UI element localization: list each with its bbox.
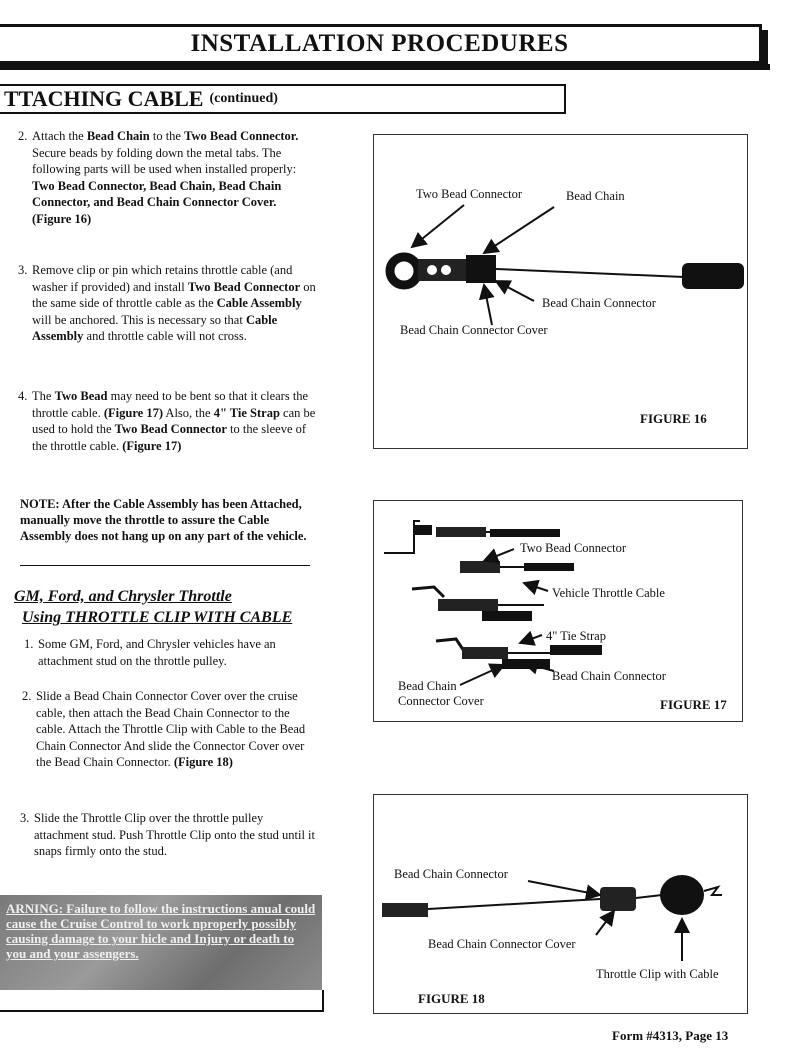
figure-17 <box>373 500 743 722</box>
fig16-label-bcc-cover: Bead Chain Connector Cover <box>400 323 548 337</box>
page-header <box>0 24 762 64</box>
text-run: Attach the <box>32 129 87 143</box>
step-text <box>36 688 322 771</box>
fig16-label-bead-chain: Bead Chain <box>566 189 625 203</box>
section-suffix: (continued) <box>209 91 278 106</box>
bead-chain-connector <box>466 255 496 283</box>
gm-heading-line2: Using THROTTLE CLIP WITH CABLE <box>22 609 293 626</box>
fig17-label-bcc: Bead Chain Connector <box>552 669 666 683</box>
gm-heading-line1: GM, Ford, and Chrysler Throttle <box>14 588 232 605</box>
text-run: Secure beads by folding down the metal tabs. The following parts will be used when installed properly: <box>32 145 297 176</box>
figure-16 <box>373 134 748 449</box>
note-text: NOTE: After the Cable Assembly has been Attached, manually move the throttle to assure the Cable Assembly does not hang up on any part of the vehicle. <box>20 497 307 543</box>
fig18-title: FIGURE 18 <box>418 991 485 1006</box>
fig17-title: FIGURE 17 <box>660 697 727 712</box>
figure-16-illustration <box>374 135 746 447</box>
fig18-label-bcc: Bead Chain Connector <box>394 867 508 881</box>
bold-run: Two Bead Connector <box>187 279 301 294</box>
bold-run: Cable Assembly <box>32 312 278 343</box>
text-run: and throttle cable will not cross. <box>83 329 247 343</box>
gm-step-3 <box>20 810 320 860</box>
text-run: to the <box>149 129 185 143</box>
text-run: may need to be bent so that it clears the throttle cable. <box>32 389 309 420</box>
text-run: Slide the Throttle Clip over the throttle pulley attachment stud. Push Throttle Clip onto the stud until it snaps firmly onto the stud. <box>34 811 316 858</box>
text-run: can be used to hold the <box>32 405 316 436</box>
gm-step-2 <box>22 688 322 771</box>
page-title: INSTALLATION PROCEDURES <box>190 30 569 57</box>
bold-run: Two Bead Connector. <box>184 129 299 143</box>
step-number: 4. <box>18 389 28 403</box>
step-number: 1. <box>24 637 34 651</box>
warning-box: ARNING: Failure to follow the instructions anual could cause the Cruise Control to work nproperly possibly causing damage to your hicle and Injury or death to you and your assengers. <box>0 895 322 990</box>
step-3 <box>18 262 318 345</box>
warning-frame <box>0 990 324 1012</box>
fig17-label-bcc-cover-2: Connector Cover <box>398 694 484 708</box>
text-run: Also, the <box>163 405 214 420</box>
step-text <box>38 636 324 669</box>
cable-sleeve <box>682 263 744 289</box>
figure-18 <box>373 794 748 1014</box>
bold-run: (Figure 17) <box>103 405 163 420</box>
step-text <box>32 128 318 227</box>
step-4 <box>18 388 318 454</box>
bold-run: Two Bead Connector, Bead Chain, Bead Chain Connector, and Bead Chain Connector Cover. <box>32 178 282 209</box>
fig17-label-tie-strap: 4" Tie Strap <box>546 629 606 643</box>
step-number: 2. <box>22 689 32 703</box>
bold-run: Two Bead <box>54 389 108 403</box>
ring-terminal <box>390 257 418 285</box>
gm-heading <box>6 586 326 628</box>
fig16-title: FIGURE 16 <box>640 411 707 426</box>
throttle-clip <box>660 875 704 915</box>
bold-run: 4" Tie Strap <box>213 405 280 420</box>
text-run: Remove clip or pin which retains throttle cable (and washer if provided) and install <box>32 263 293 294</box>
cable-sleeve <box>382 903 428 917</box>
page-footer: Form #4313, Page 13 <box>612 1028 729 1043</box>
fig16-label-bcc: Bead Chain Connector <box>542 296 656 310</box>
step-number: 2. <box>18 129 28 143</box>
note-divider <box>20 565 310 566</box>
bold-run: (Figure 16) <box>32 211 92 226</box>
text-run: to the sleeve of the throttle cable. <box>32 422 307 453</box>
text-run: Slide a Bead Chain Connector Cover over the cruise cable, then attach the Bead Chain Connector to the cable. Attach the Throttle Clip with Cable to the Bead Chain Connector And slide the Connector Cover over the Bead Chain Connector. <box>36 689 306 769</box>
section-heading <box>0 84 566 114</box>
text-run: will be anchored. This is necessary so that <box>32 312 246 327</box>
cable-line <box>428 899 600 909</box>
fig17-label-two-bead: Two Bead Connector <box>520 541 627 555</box>
header-shadow <box>0 64 770 70</box>
step-text <box>32 388 318 454</box>
text-run: Some GM, Ford, and Chrysler vehicles have an attachment stud on the throttle pulley. <box>38 637 276 668</box>
bold-run: Bead Chain <box>86 129 150 143</box>
step-2 <box>18 128 318 227</box>
step-text <box>32 262 318 345</box>
cable-line <box>496 269 684 277</box>
text-run: The <box>32 389 55 403</box>
bold-run: (Figure 17) <box>122 438 182 453</box>
bold-run: Cable Assembly <box>216 296 302 310</box>
fig16-label-two-bead: Two Bead Connector <box>416 187 523 201</box>
bead-chain-connector <box>600 887 636 911</box>
text-run: on the same side of throttle cable as the <box>32 279 316 310</box>
header-notch <box>762 30 768 64</box>
section-title: TTACHING CABLE <box>4 86 204 111</box>
gm-step-1 <box>24 636 324 669</box>
fig17-label-throttle-cable: Vehicle Throttle Cable <box>552 586 665 600</box>
step-number: 3. <box>18 263 28 277</box>
bold-run: Two Bead Connector <box>114 422 227 436</box>
step-text <box>34 810 320 860</box>
fig18-label-bcc-cover: Bead Chain Connector Cover <box>428 937 576 951</box>
fig18-label-clip: Throttle Clip with Cable <box>596 967 719 981</box>
step-number: 3. <box>20 811 30 825</box>
bold-run: (Figure 18) <box>173 755 233 769</box>
fig17-label-bcc-cover-1: Bead Chain <box>398 679 457 693</box>
